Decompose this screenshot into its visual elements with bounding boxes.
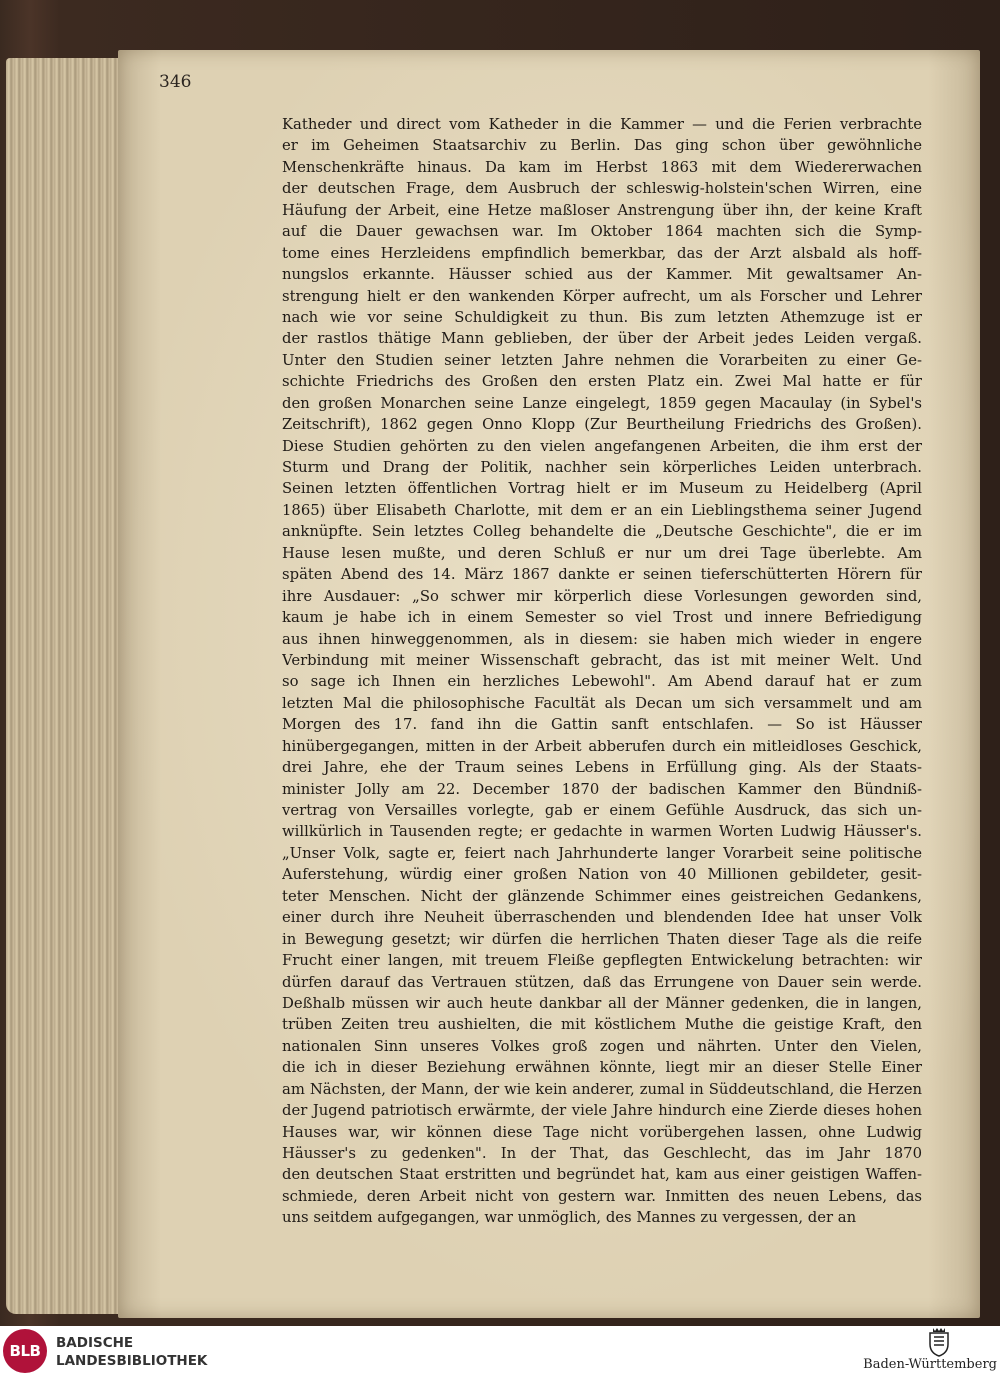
text-line: Häufung der Arbeit, eine Hetze maßloser Anstrengung über ihn, der keine Kraft [282,201,922,219]
text-line: Hause lesen mußte, und deren Schluß er nur um drei Tage überlebte. Am [282,544,922,562]
coat-of-arms-icon [926,1327,952,1357]
text-line: schmiede, deren Arbeit nicht von gestern war. Inmitten des neuen Lebens, das [282,1187,922,1205]
text-line: Katheder und direct vom Katheder in die Kammer — und die Ferien verbrachte [282,116,922,133]
text-line: die ich in dieser Beziehung erwähnen könnte, liegt mir an dieser Stelle Einer [282,1059,922,1077]
text-line: einer durch ihre Neuheit überraschenden und blendenden Idee hat unser Volk [282,909,922,927]
text-line: trüben Zeiten treu aushielten, die mit köstlichem Muthe die geistige Kraft, den [282,1016,922,1034]
text-line: den großen Monarchen seine Lanze eingelegt, 1859 gegen Macaulay (in Sybel's [282,394,922,412]
text-line: kaum je habe ich in einem Semester so viel Trost und innere Befriedigung [282,609,922,627]
text-line: drei Jahre, ehe der Traum seines Lebens in Erfüllung ging. Als der Staats- [282,759,922,777]
text-line: nationalen Sinn unseres Volkes groß zogen und nährten. Unter den Vielen, [282,1037,922,1055]
text-line: nungslos erkannte. Häusser schied aus der Kammer. Mit gewaltsamer An- [282,266,922,284]
text-line: der deutschen Frage, dem Ausbruch der schleswig-holstein'schen Wirren, eine [282,180,922,198]
text-line: uns seitdem aufgegangen, war unmöglich, des Mannes zu vergessen, der an [282,1209,857,1227]
text-line: Seinen letzten öffentlichen Vortrag hielt er im Museum zu Heidelberg (April [282,480,922,498]
text-line: Häusser's zu gedenken". In der That, das Geschlecht, das im Jahr 1870 [282,1145,922,1162]
text-line: Zeitschrift), 1862 gegen Onno Klopp (Zur Beurtheilung Friedrichs des Großen). [282,416,922,434]
text-line: so sage ich Ihnen ein herzliches Lebewohl". Am Abend darauf hat er zum [282,673,922,691]
text-line: strengung hielt er den wankenden Körper aufrecht, um als Forscher und Lehrer [282,287,922,305]
body-text [282,114,922,1229]
text-line: Diese Studien gehörten zu den vielen angefangenen Arbeiten, die ihm erst der [282,437,922,455]
text-line: minister Jolly am 22. December 1870 der badischen Kammer den Bündniß- [282,780,922,798]
text-line: in Bewegung gesetzt; wir dürfen die herrlichen Thaten dieser Tage als die reife [282,930,922,948]
text-line: willkürlich in Tausenden regte; er gedachte in warmen Worten Ludwig Häusser's. [282,823,922,841]
text-line: teter Menschen. Nicht der glänzende Schimmer eines geistreichen Gedankens, [282,887,922,905]
text-line: nach wie vor seine Schuldigkeit zu thun. Bis zum letzten Athemzuge ist er [282,308,922,326]
text-line: Unter den Studien seiner letzten Jahre nehmen die Vorarbeiten zu einer Ge- [282,351,922,369]
text-line: am Nächsten, der Mann, der wie kein anderer, zumal in Süddeutschland, die Herzen [282,1080,922,1098]
text-line: Verbindung mit meiner Wissenschaft gebracht, das ist mit meiner Welt. Und [282,651,922,669]
state-name: Baden-Württemberg [863,1357,997,1372]
library-name [56,1334,207,1370]
text-line: hinübergegangen, mitten in der Arbeit abberufen durch ein mitleidloses Geschick, [282,737,922,755]
text-line: Hauses war, wir können diese Tage nicht vorübergehen lassen, ohne Ludwig [282,1123,922,1141]
text-line: Auferstehung, würdig einer großen Nation von 40 Millionen gebildeter, gesit- [282,866,922,884]
text-line: letzten Mal die philosophische Facultät als Decan um sich versammelt und am [282,694,922,712]
text-line: er im Geheimen Staatsarchiv zu Berlin. Das ging schon über gewöhnliche [282,137,922,155]
text-line: aus ihnen hinweggenommen, als in diesem: sie haben mich wieder in engere [282,630,922,648]
text-line: der Jugend patriotisch erwärmte, der viele Jahre hindurch eine Zierde dieses hohen [282,1102,922,1120]
text-line: ihre Ausdauer: „So schwer mir körperlich diese Vorlesungen geworden sind, [282,587,922,605]
text-line: Morgen des 17. fand ihn die Gattin sanft entschlafen. — So ist Häusser [282,716,922,734]
text-line: tome eines Herzleidens empfindlich bemerkbar, das der Arzt alsbald als hoff- [282,244,922,262]
text-line: späten Abend des 14. März 1867 dankte er seinen tieferschütterten Hörern für [282,566,922,584]
footer-bar [0,1326,1000,1376]
text-line: den deutschen Staat erstritten und begründet hat, kam aus einer geistigen Waffen- [282,1166,922,1184]
text-line: 1865) über Elisabeth Charlotte, mit dem er an ein Lieblingsthema seiner Jugend [282,501,922,519]
text-line: anknüpfte. Sein letztes Colleg behandelte die „Deutsche Geschichte", die er im [282,523,922,541]
text-line: der rastlos thätige Mann geblieben, der über der Arbeit jedes Leiden vergaß. [282,330,922,348]
library-name-line2: LANDESBIBLIOTHEK [56,1353,208,1369]
page-number: 346 [159,72,192,92]
text-line: auf die Dauer gewachsen war. Im Oktober 1864 machten sich die Symp- [282,223,922,241]
text-line: dürfen darauf das Vertrauen stützen, daß das Errungene von Dauer sein werde. [282,973,922,991]
text-line: Menschenkräfte hinaus. Da kam im Herbst 1863 mit dem Wiedererwachen [282,158,922,176]
library-name-line1: BADISCHE [56,1335,134,1351]
text-line: Deßhalb müssen wir auch heute dankbar all der Männer gedenken, die in langen, [282,994,922,1012]
text-line: vertrag von Versailles vorlegte, gab er einem Gefühle Ausdruck, das sich un- [282,802,922,819]
text-line: schichte Friedrichs des Großen den ersten Platz ein. Zwei Mal hatte er für [282,373,922,391]
text-line: Sturm und Drang der Politik, nachher sein körperliches Leiden unterbrach. [282,459,922,476]
text-line: Frucht einer langen, mit treuem Fleiße gepflegten Entwickelung betrachten: wir [282,952,922,970]
text-line: „Unser Volk, sagte er, feiert nach Jahrhunderte langer Vorarbeit seine politische [282,844,922,862]
blb-logo-icon[interactable]: BLB [3,1329,47,1373]
